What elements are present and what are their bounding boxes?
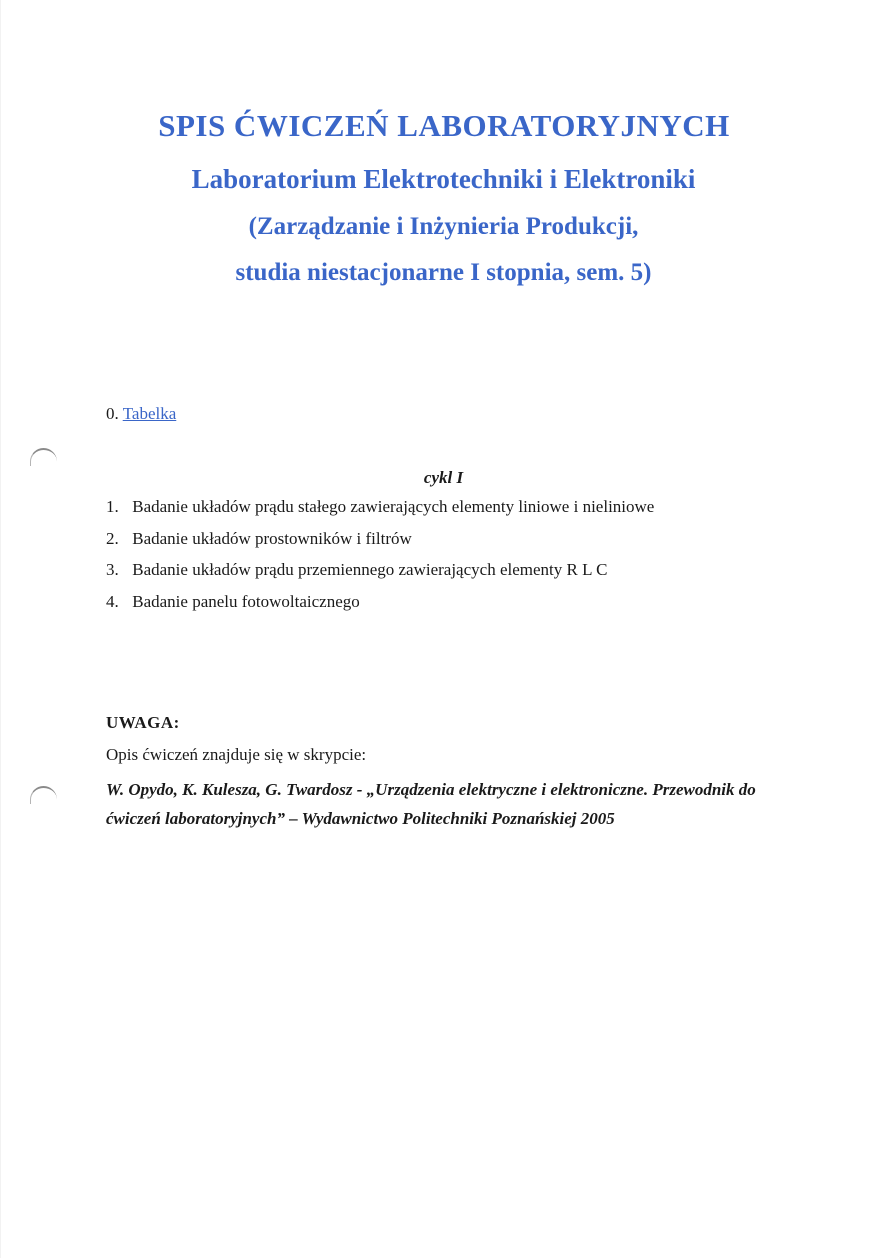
document-header (0, 104, 887, 289)
tabelka-number: 0. (106, 404, 119, 423)
list-item (106, 528, 654, 560)
page-title: SPIS ĆWICZEŃ LABORATORYJNYCH (158, 108, 730, 143)
tabelka-link[interactable]: Tabelka (122, 404, 177, 423)
exercise-number: 1. (106, 497, 119, 516)
textbook-reference: W. Opydo, K. Kulesza, G. Twardosz - „Urządzenia elektryczne i elektroniczne. Przewodnik do ćwiczeń laboratoryjnych” – Wydawnictwo Politechniki Poznańskiej 2005 (106, 780, 756, 828)
list-item (106, 496, 654, 528)
exercise-number: 4. (106, 591, 119, 611)
exercise-title: Badanie układów prostowników i filtrów (132, 528, 412, 548)
page-subtitle: Laboratorium Elektrotechniki i Elektroniki (191, 164, 696, 194)
exercise-title: Badanie panelu fotowoltaicznego (132, 591, 360, 611)
exercise-number: 2. (106, 528, 119, 548)
note-text: Opis ćwiczeń znajduje się w skrypcie: (106, 745, 367, 764)
list-item (106, 591, 654, 623)
exercise-number: 3. (106, 560, 119, 579)
note-title: UWAGA: (106, 713, 180, 732)
note-section (106, 712, 796, 833)
tabelka-item (106, 403, 176, 425)
punch-hole-mark (30, 786, 57, 804)
punch-hole-mark (30, 448, 57, 466)
exercise-list (106, 496, 654, 622)
program-line: (Zarządzanie i Inżynieria Produkcji, (248, 213, 639, 240)
exercise-title: Badanie układów prądu przemiennego zawierających elementy R L C (132, 560, 608, 579)
list-item (106, 559, 654, 591)
study-mode-line: studia niestacjonarne I stopnia, sem. 5) (235, 259, 652, 286)
cycle-label: cykl I (423, 468, 464, 487)
exercise-title: Badanie układów prądu stałego zawierających elementy liniowe i nieliniowe (132, 497, 655, 516)
